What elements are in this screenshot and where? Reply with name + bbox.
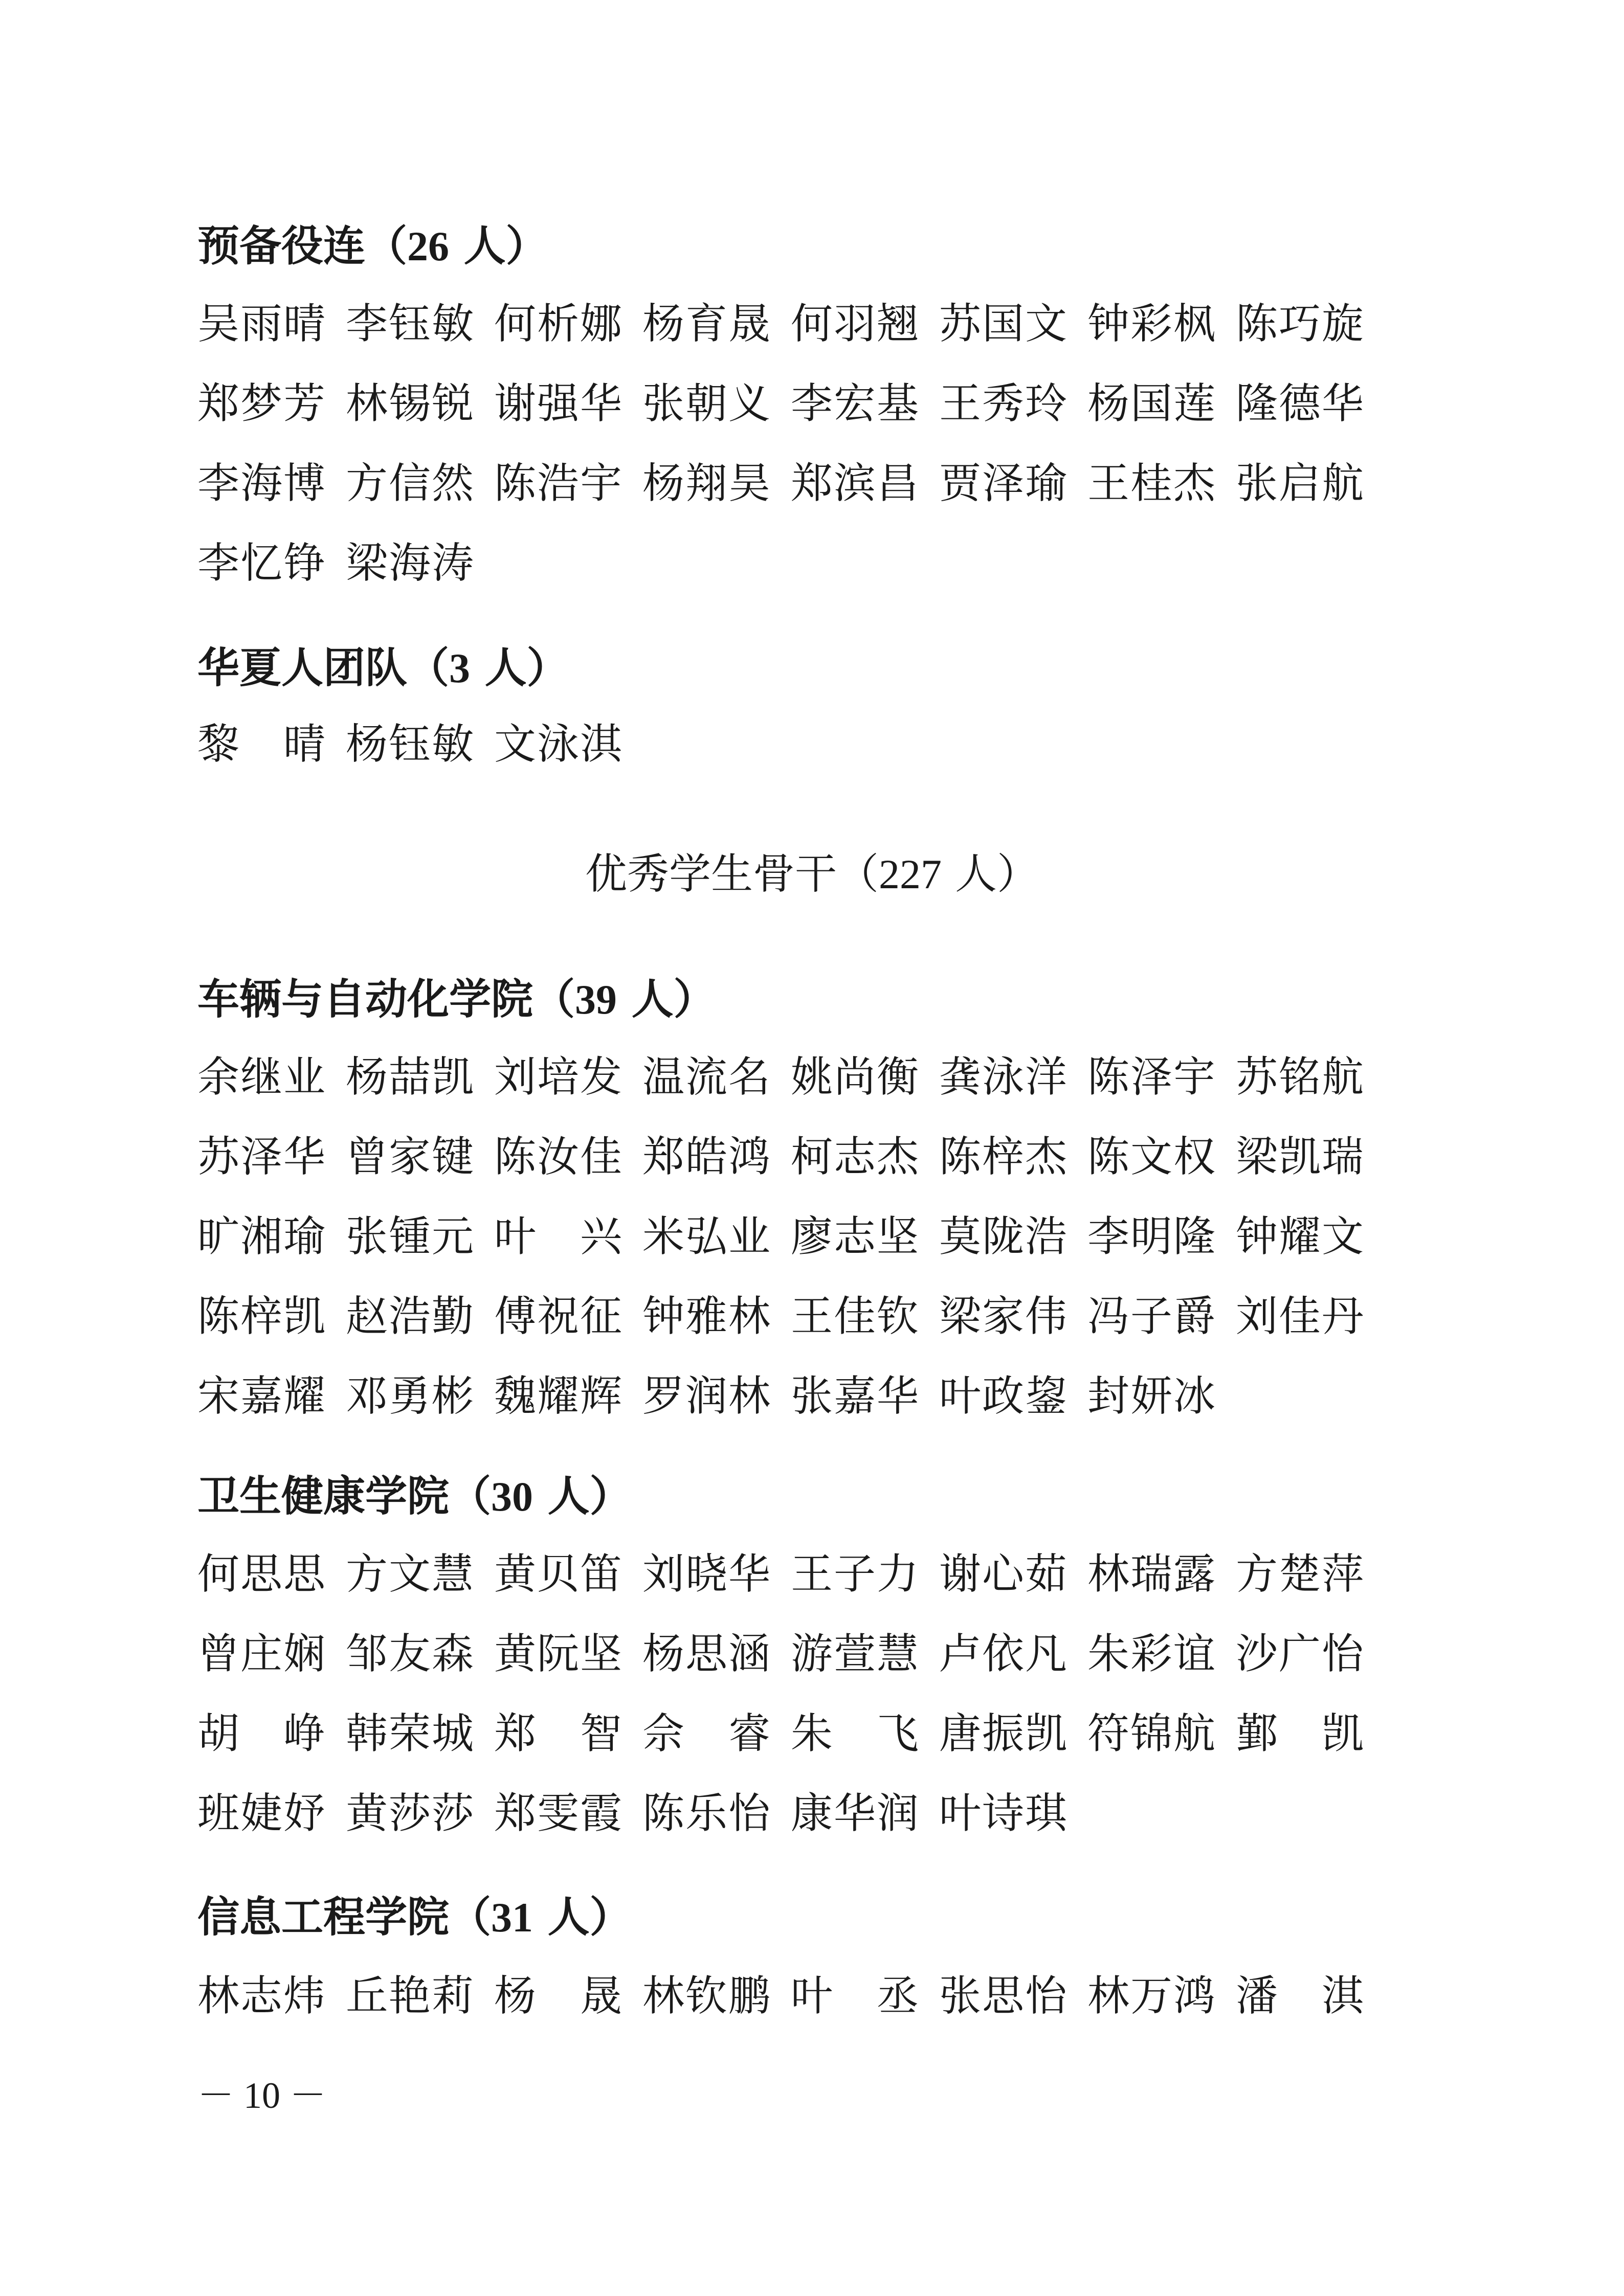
person-name: 魏耀辉 <box>494 1371 624 1421</box>
person-name: 陈梓凯 <box>197 1292 327 1341</box>
person-name: 王秀玲 <box>939 379 1069 428</box>
name-list-info-engineering <box>197 1952 1425 2032</box>
person-name: 王子力 <box>791 1549 920 1599</box>
name-row <box>197 1952 1425 2032</box>
name-row <box>197 1690 1425 1770</box>
person-name: 唐振凯 <box>939 1709 1069 1758</box>
person-name: 文泳淇 <box>494 719 624 769</box>
person-name: 韩荣城 <box>346 1709 475 1758</box>
person-name: 邹友森 <box>346 1629 475 1678</box>
person-name: 黄阮坚 <box>494 1629 624 1678</box>
person-name: 黄莎莎 <box>346 1789 475 1838</box>
person-name: 傅祝征 <box>494 1292 624 1341</box>
person-name: 叶政鋆 <box>939 1371 1069 1421</box>
person-name: 莫陇浩 <box>939 1212 1069 1261</box>
person-name: 刘佳丹 <box>1236 1292 1365 1341</box>
person-name: 叶诗琪 <box>939 1789 1069 1838</box>
person-name: 林钦鹏 <box>642 1971 772 2020</box>
person-name: 胡 峥 <box>197 1709 327 1758</box>
name-row <box>197 701 1425 780</box>
page-number: － 10 － <box>197 2075 327 2116</box>
person-name: 余继业 <box>197 1052 327 1101</box>
person-name: 郑梦芳 <box>197 379 327 428</box>
name-row <box>197 520 1425 599</box>
person-name: 何思思 <box>197 1549 327 1599</box>
name-row <box>197 440 1425 520</box>
person-name: 班婕妤 <box>197 1789 327 1838</box>
person-name: 林志炜 <box>197 1971 327 2020</box>
person-name: 陈浩宇 <box>494 459 624 508</box>
name-list-health-college <box>197 1530 1425 1850</box>
group-heading-vehicle-automation: 车辆与自动化学院（39 人） <box>197 975 716 1024</box>
person-name: 张朝义 <box>642 379 772 428</box>
person-name: 旷湘瑜 <box>197 1212 327 1261</box>
person-name: 苏国文 <box>939 299 1069 348</box>
person-name: 叶 丞 <box>791 1971 920 2020</box>
person-name: 王佳钦 <box>791 1292 920 1341</box>
name-row <box>197 360 1425 440</box>
person-name: 钟彩枫 <box>1087 299 1217 348</box>
person-name: 方楚萍 <box>1236 1549 1365 1599</box>
person-name: 李钰敏 <box>346 299 475 348</box>
group-heading-huaxia-team: 华夏人团队（3 人） <box>197 644 569 692</box>
person-name: 佘 睿 <box>642 1709 772 1758</box>
person-name: 沙广怡 <box>1236 1629 1365 1678</box>
person-name: 曾家键 <box>346 1132 475 1181</box>
person-name: 郑皓鸿 <box>642 1132 772 1181</box>
person-name: 黄贝笛 <box>494 1549 624 1599</box>
person-name: 张启航 <box>1236 459 1365 508</box>
person-name: 方信然 <box>346 459 475 508</box>
name-row <box>197 1273 1425 1353</box>
person-name: 杨国莲 <box>1087 379 1217 428</box>
person-name: 陈汝佳 <box>494 1132 624 1181</box>
person-name: 杨育晟 <box>642 299 772 348</box>
person-name: 杨翔昊 <box>642 459 772 508</box>
person-name: 梁海涛 <box>346 538 475 588</box>
person-name: 陈巧旋 <box>1236 299 1365 348</box>
person-name: 李明隆 <box>1087 1212 1217 1261</box>
name-row <box>197 1033 1425 1113</box>
person-name: 杨钰敏 <box>346 719 475 769</box>
person-name: 吴雨晴 <box>197 299 327 348</box>
person-name: 杨喆凯 <box>346 1052 475 1101</box>
person-name: 卢依凡 <box>939 1629 1069 1678</box>
person-name: 叶 兴 <box>494 1212 624 1261</box>
group-heading-health-college: 卫生健康学院（30 人） <box>197 1472 632 1521</box>
person-name: 林瑞露 <box>1087 1549 1217 1599</box>
person-name: 游萱慧 <box>791 1629 920 1678</box>
person-name: 冯子爵 <box>1087 1292 1217 1341</box>
person-name: 封妍冰 <box>1087 1371 1217 1421</box>
person-name: 梁凯瑞 <box>1236 1132 1365 1181</box>
person-name: 隆德华 <box>1236 379 1365 428</box>
name-list-reserve-company <box>197 280 1425 599</box>
section-title: 优秀学生骨干（227 人） <box>585 850 1039 898</box>
person-name: 赵浩勤 <box>346 1292 475 1341</box>
name-row <box>197 1353 1425 1432</box>
group-heading-info-engineering: 信息工程学院（31 人） <box>197 1893 632 1942</box>
person-name: 丘艳莉 <box>346 1971 475 2020</box>
person-name: 刘培发 <box>494 1052 624 1101</box>
person-name: 张嘉华 <box>791 1371 920 1421</box>
person-name: 杨 晟 <box>494 1971 624 2020</box>
person-name: 张锺元 <box>346 1212 475 1261</box>
person-name: 李海博 <box>197 459 327 508</box>
person-name: 梁家伟 <box>939 1292 1069 1341</box>
person-name: 钟雅林 <box>642 1292 772 1341</box>
person-name: 林万鸿 <box>1087 1971 1217 2020</box>
person-name: 邓勇彬 <box>346 1371 475 1421</box>
person-name: 林锡锐 <box>346 379 475 428</box>
person-name: 鄞 凯 <box>1236 1709 1365 1758</box>
person-name: 李忆铮 <box>197 538 327 588</box>
person-name: 杨思涵 <box>642 1629 772 1678</box>
person-name: 朱 飞 <box>791 1709 920 1758</box>
person-name: 钟耀文 <box>1236 1212 1365 1261</box>
person-name: 陈文权 <box>1087 1132 1217 1181</box>
name-row <box>197 280 1425 360</box>
person-name: 苏泽华 <box>197 1132 327 1181</box>
name-row <box>197 1610 1425 1690</box>
person-name: 柯志杰 <box>791 1132 920 1181</box>
person-name: 陈乐怡 <box>642 1789 772 1838</box>
person-name: 刘晓华 <box>642 1549 772 1599</box>
person-name: 贾泽瑜 <box>939 459 1069 508</box>
person-name: 曾庄娴 <box>197 1629 327 1678</box>
person-name: 温流名 <box>642 1052 772 1101</box>
person-name: 宋嘉耀 <box>197 1371 327 1421</box>
name-list-huaxia-team <box>197 701 1425 780</box>
person-name: 何羽翘 <box>791 299 920 348</box>
name-row <box>197 1770 1425 1850</box>
person-name: 龚泳洋 <box>939 1052 1069 1101</box>
name-row <box>197 1113 1425 1193</box>
person-name: 张思怡 <box>939 1971 1069 2020</box>
name-row <box>197 1530 1425 1610</box>
name-row <box>197 1193 1425 1273</box>
person-name: 罗润林 <box>642 1371 772 1421</box>
person-name: 谢心茹 <box>939 1549 1069 1599</box>
person-name: 潘 淇 <box>1236 1971 1365 2020</box>
person-name: 方文慧 <box>346 1549 475 1599</box>
person-name: 米弘业 <box>642 1212 772 1261</box>
person-name: 姚尚衡 <box>791 1052 920 1101</box>
person-name: 苏铭航 <box>1236 1052 1365 1101</box>
person-name: 郑雯霞 <box>494 1789 624 1838</box>
person-name: 陈泽宇 <box>1087 1052 1217 1101</box>
person-name: 黎 晴 <box>197 719 327 769</box>
person-name: 郑 智 <box>494 1709 624 1758</box>
person-name: 康华润 <box>791 1789 920 1838</box>
person-name: 廖志坚 <box>791 1212 920 1261</box>
person-name: 符锦航 <box>1087 1709 1217 1758</box>
person-name: 陈梓杰 <box>939 1132 1069 1181</box>
person-name: 朱彩谊 <box>1087 1629 1217 1678</box>
person-name: 郑滨昌 <box>791 459 920 508</box>
person-name: 王桂杰 <box>1087 459 1217 508</box>
name-list-vehicle-automation <box>197 1033 1425 1432</box>
person-name: 李宏基 <box>791 379 920 428</box>
person-name: 谢强华 <box>494 379 624 428</box>
group-heading-reserve-company: 预备役连（26 人） <box>197 222 548 271</box>
person-name: 何析娜 <box>494 299 624 348</box>
